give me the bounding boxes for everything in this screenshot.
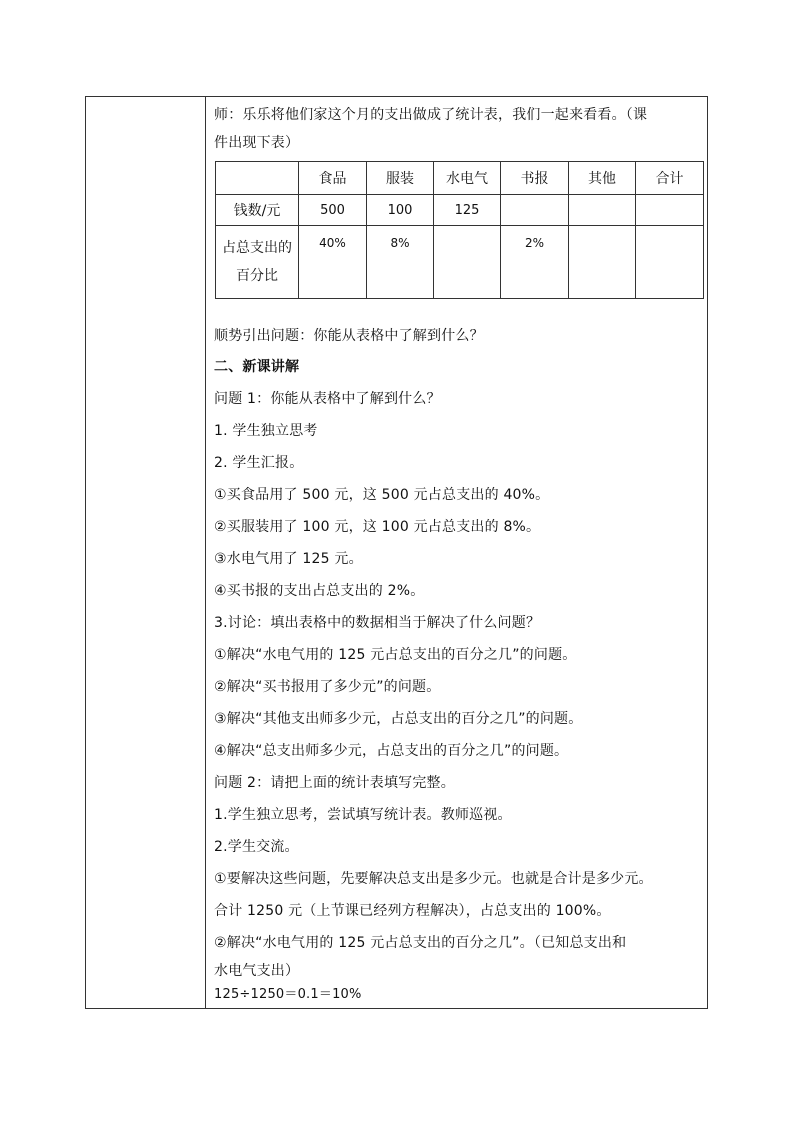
table-cell: 100 [367, 195, 434, 226]
table-cell [636, 195, 704, 226]
table-cell [216, 162, 299, 195]
row-header [216, 226, 299, 299]
text-line: 2. 学生汇报。 [214, 455, 304, 471]
text-line: ①要解决这些问题，先要解决总支出是多少元。也就是合计是多少元。 [214, 871, 653, 887]
text-line: 顺势引出问题：你能从表格中了解到什么？ [214, 328, 484, 344]
left-column-divider [205, 97, 206, 1008]
table-header: 书报 [501, 162, 569, 195]
table-cell [501, 195, 569, 226]
text-line: ②买服装用了 100 元，这 100 元占总支出的 8%。 [214, 519, 541, 535]
text-line: ③解决“其他支出师多少元，占总支出的百分之几”的问题。 [214, 711, 583, 727]
table-header: 合计 [636, 162, 704, 195]
text-line: ②解决“买书报用了多少元”的问题。 [214, 679, 441, 695]
table-cell [434, 226, 501, 299]
row-header-text: 占总支出的百分比 [222, 240, 292, 284]
text-line: ②解决“水电气用的 125 元占总支出的百分之几”。（已知总支出和 [214, 935, 627, 951]
table-header: 食品 [299, 162, 367, 195]
text-line: 问题 1：你能从表格中了解到什么？ [214, 391, 441, 407]
table-header: 其他 [569, 162, 636, 195]
table-cell: 8% [367, 226, 434, 299]
table-cell [569, 226, 636, 299]
text-line: ①解决“水电气用的 125 元占总支出的百分之几”的问题。 [214, 647, 577, 663]
table-header-row [216, 162, 704, 195]
table-cell [569, 195, 636, 226]
table-cell: 125 [434, 195, 501, 226]
table-cell [636, 226, 704, 299]
table-cell: 40% [299, 226, 367, 299]
intro-line-2: 件出现下表） [214, 135, 300, 151]
text-line: 1.学生独立思考，尝试填写统计表。教师巡视。 [214, 807, 512, 823]
text-line: 2.学生交流。 [214, 839, 299, 855]
text-line: ④买书报的支出占总支出的 2%。 [214, 583, 425, 599]
text-line: ③水电气用了 125 元。 [214, 551, 363, 567]
table-header: 水电气 [434, 162, 501, 195]
intro-line-1: 师：乐乐将他们家这个月的支出做成了统计表，我们一起来看看。（课 [214, 107, 648, 123]
row-header: 钱数/元 [216, 195, 299, 226]
table-header: 服装 [367, 162, 434, 195]
text-line: ④解决“总支出师多少元，占总支出的百分之几”的问题。 [214, 743, 569, 759]
table-cell: 2% [501, 226, 569, 299]
table-cell: 500 [299, 195, 367, 226]
lesson-content [214, 97, 703, 1008]
formula-line: 125÷1250＝0.1＝10% [214, 987, 362, 1002]
text-line: 1. 学生独立思考 [214, 423, 318, 439]
text-line: 3.讨论：填出表格中的数据相当于解决了什么问题？ [214, 615, 541, 631]
expense-stats-table [215, 161, 704, 299]
text-line: 水电气支出） [214, 963, 300, 979]
text-line: ①买食品用了 500 元，这 500 元占总支出的 40%。 [214, 487, 550, 503]
table-row [216, 226, 704, 299]
text-line: 问题 2：请把上面的统计表填写完整。 [214, 775, 455, 791]
lesson-plan-table [85, 96, 708, 1009]
text-line: 合计 1250 元（上节课已经列方程解决），占总支出的 100%。 [214, 903, 611, 919]
section-heading: 二、新课讲解 [214, 359, 300, 375]
table-row [216, 195, 704, 226]
